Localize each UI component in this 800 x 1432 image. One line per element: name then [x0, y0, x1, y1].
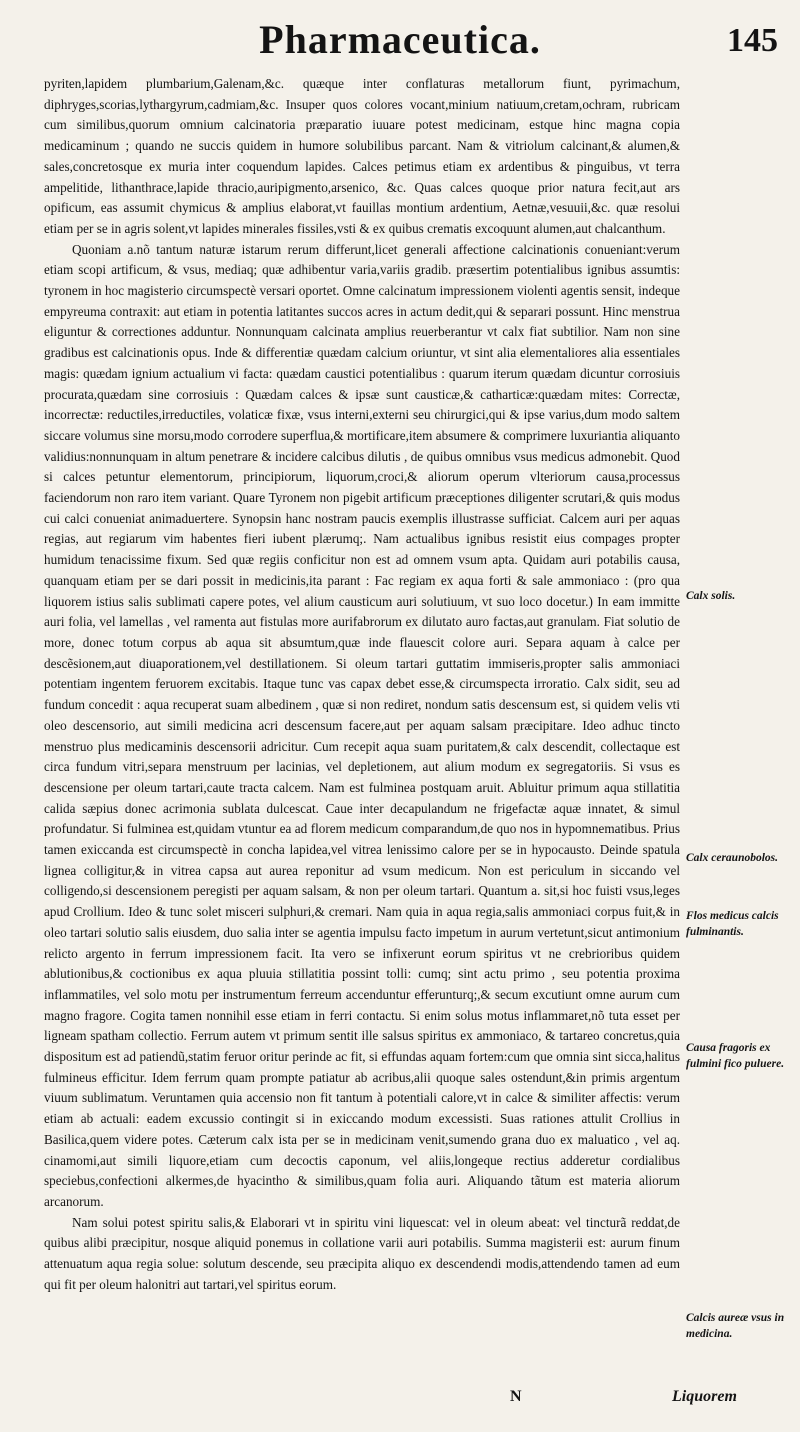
catchword: Liquorem [672, 1388, 737, 1405]
paragraph: Nam solui potest spiritu salis,& Elaborari vt in spiritu vini liquescat: vel in oleum abeat: vel tincturã reddat,de quibus alibi præcipitur, nosque aliquid ponemus in collatione varii auri potabilis. Summa magisterii est: aurum finum attenuatum aqua regia solue: solutum descende, seu præcipita aliquo ex descendendi modis,attendendo tamen ad eum qui fit per oleum halonitri aut tartari,vel spiritus eorum. [44, 1214, 680, 1292]
margin-note: Calcis aureæ vsus in medicina. [686, 1312, 785, 1340]
margin-note: Calx ceraunobolos. [686, 852, 779, 864]
running-title: Pharmaceutica. [259, 17, 541, 62]
page-header [0, 16, 800, 76]
paragraph: pyriten,lapidem plumbarium,Galenam,&c. quæque inter conflaturas metallorum fiunt, pyrimachum, diphryges,scorias,lythargyrum,cadmiam,&c. Insuper quos colores vocant,minium natiuum,cretam,ochram, rubricam cum similibus,quorum omnium calcinatoria præparatio iuuare potest medicinam, estque hinc magna copia medicaminum ; quando ne succis quidem in humore solubilibus parcant. Nam & vitriolum calcinant,& alumen,& sales,concretosque ex muria inter coquendum lapides. Calces petimus etiam ex ardentibus & pinguibus, vt terra ampelitide, lithanthrace,lapide thracio,auripigmento,arsenico, &c. Quas calces quoque prior natura fecit,aut ars opificum, eas assumit chymicus & amplius elaborat,vt fauillas montium ardentium, Aetnæ,vesuuii,&c. quæ resolui etiam per se in agris solent,vt lapides minerales fissiles,vsti & ex quibus crematis excoquunt alumen,aut chalcanthum. [44, 76, 680, 236]
margin-note: Flos medicus calcis fulminantis. [686, 910, 779, 938]
margin-note: Causa fragoris ex fulmini fico puluere. [686, 1042, 785, 1070]
margin-note: Calx solis. [686, 590, 736, 602]
page-number: 145 [727, 22, 778, 59]
body-text [44, 74, 680, 1390]
signature-mark: N [510, 1388, 522, 1405]
paragraph: Quoniam a.nõ tantum naturæ istarum rerum differunt,licet generali affectione calcinationis conueniant:verum etiam scopi artificum, & vsus, mediaq; quæ adhibentur varia,variis gradib. præsertim potentialibus ignibus assumtis: tyronem in hoc magisterio circumspectè versari oportet. Omne calcinatum impressionem violenti agentis sensit, indeque empyreuma contraxit: aut etiam in potentia latitantes succos acres in actum dedit,qui & separari possunt. Hinc menstrua eliguntur & correctiones adduntur. Nonnunquam calcinata amplius reuerberantur vt calx fiat subtilior. Nam non sine gradibus est calcinationis opus. Inde & differentiæ quædam calcium oriuntur, vt sint alia elementaliores alia essentiales magis: quædam ignium actualium vi facta: quædam caustici potentialibus : quarum iterum quædam dicuntur corrosiuis procurata,quædam sine corrosiuis : Quædam calces & ipsæ sunt causticæ,& catharticæ:quædam mites: Correctæ, incorrectæ: reductiles,irreductiles, volaticæ fixæ, vsus interni,externi seu chirurgici,qui & ipse varius,dum modo saltem siccare volumus sine morsu,modo corrodere superflua,& mortificare,item absumere & comprimere luxuriantia aliquanto validius:nonnunquam in altum penetrare & incidere calcibus dilutis , de quibus omnibus vsus medicus admonebit. Quod si calces petuntur elementorum, principiorum, liquorum,croci,& aliorum operum vlteriorum causa,processus faciendorum non raro item variant. Quare Tyronem non pigebit artificum præceptiones diligenter scrutari,& quis modus cui calci conueniat animaduertere. Synopsin hanc nostram paucis exemplis illustrasse sufficiat. Calcem auri per aquas regias, aut regiarum vim habentes fieri iubent plærumq;. Nam actualibus ignibus resistit eius compages propter humidum tenacissime fixum. Sed quæ regiis conficitur non est ad omnem vsum apta. Quidam auri potabilis causa, quanquam etiam per se dari possit in medicinis,ita parant : Fac regiam ex aqua forti & sale ammoniaco : (pro qua liquorem istius salis sublimati capere potes, vel alium causticum auri solutiuum, vt suo loco docetur.) In eam immitte auri folia, vel lamellas , vel ramenta aut fistulas more aurifabrorum ex dilutato auro factas,aut granulam. Fiat solutio de more, donec totum corpus ab aqua sit absumtum,quæ inde flauescit colore auri. Separa aquam à calce per descẽsionem,aut diuaporationem,vel destillationem. Si oleum tartari guttatim immiseris,propter salis ammoniaci potentiam ingentem feruorem excitabis. Itaque tunc vas capax debet esse,& circumspecta irroratio. Calx sidit, seu ad fundum concedit : aqua recuperat suam albedinem , quæ si non rediret, nondum satis descensum est, si quidem velis vti oleo descensorio, aut simili medicina acri descensum facere,aut per aquam salsam præcipitare. Ideo adhuc tincto menstruo plus medicaminis descensorii adricitur. Cum recepit aqua suam puritatem,& calx descendit, collectaque est circa fundum vitri,separa menstruum per lacinias, vel depletionem, aut alium modum ex segregatoriis. Si vsus es descensione per oleum tartari,caute tracta calcem. Nam est fulminea postquam aruit. Abluitur primum aqua stillatitia calida sæpius donec acrimonia sublata dulcescat. Caue inter decapulandum ne frigefactæ aquæ innatet, & simul profundatur. Si fulminea est,quidam vtuntur ea ad florem medicum comparandum,de quo nos in hypomnematibus. Prius tamen exiccanda est circumspectè in concha lapidea,vel vitrea lenissimo calore per se in hypocausto. Deinde spatula lignea colligitur,& in vitrea capsa aut aurea reponitur ad vsum medicum. Non est periculum in siccando vel colligendo,si descensionem peregisti per aquam salsam, & non per oleum tartari. Quantum a. sit,si hoc fuisti vsus,leges apud Crollium. Ideo & tunc solet misceri sulphuri,& cremari. Nam quia in aqua regia,salis ammoniaci corpus fuit,& in oleo tartari solutio salis eiusdem, duo salia inter se agentia impulsu facto impetum in aurum vertetunt,sicut antimonium relicto argento in ferrum impressionem facit. Ita vero se infixerunt eorum spiritus vt ne crebrioribus quidem ablutionibus,& coctionibus ex aqua pluuia stillatitia possint tolli: cumq; sint actu primo , seu potentia proxima inflammatiles, vel solo motu per instrumentum ferreum accenduntur efferunturq;,& secum excutiunt omne aurum cum magno fragore. Cogita tamen nonnihil esse etiam in ferri contactu. Si enim solus motus inflammaret,nõ tuta esset per ligneam spatham collectio. Ferrum autem vt primum sentit ille salsus spiritus ex ammoniaco, & tartareo concretus,quia dispositum est ad patiendũ,statim feruor oritur perinde ac fit, si effundas aquam fortem:cum que omnia sint sicca,halitus fulmineus efficitur. Idem ferrum quam prompte patiatur ab acribus,alii quoque sales ostendunt,&in primis argentum viuum sublimatum. Veruntamen quia accensio non fit tantum à potentiali calore,vt in calce & similiter affectis: verum etiam ab actuali: eadem excussio contingit si in exiccando modum excessisti. Suas rationes attulit Crollius in Basilica,quem videre potes. Cæterum calx ista per se in medicinam venit,sumendo grana duo ex maluatico , vel aq. cinamomi,aut simili liquore,etiam cum decoctis caponum, vel aliis,longeque rectius adderetur cordialibus speciebus,confectioni alkermes,de hyacintho & similibus,quam folia auri. Aliquando tãtum est materia aliorum arcanorum. [44, 241, 680, 1209]
